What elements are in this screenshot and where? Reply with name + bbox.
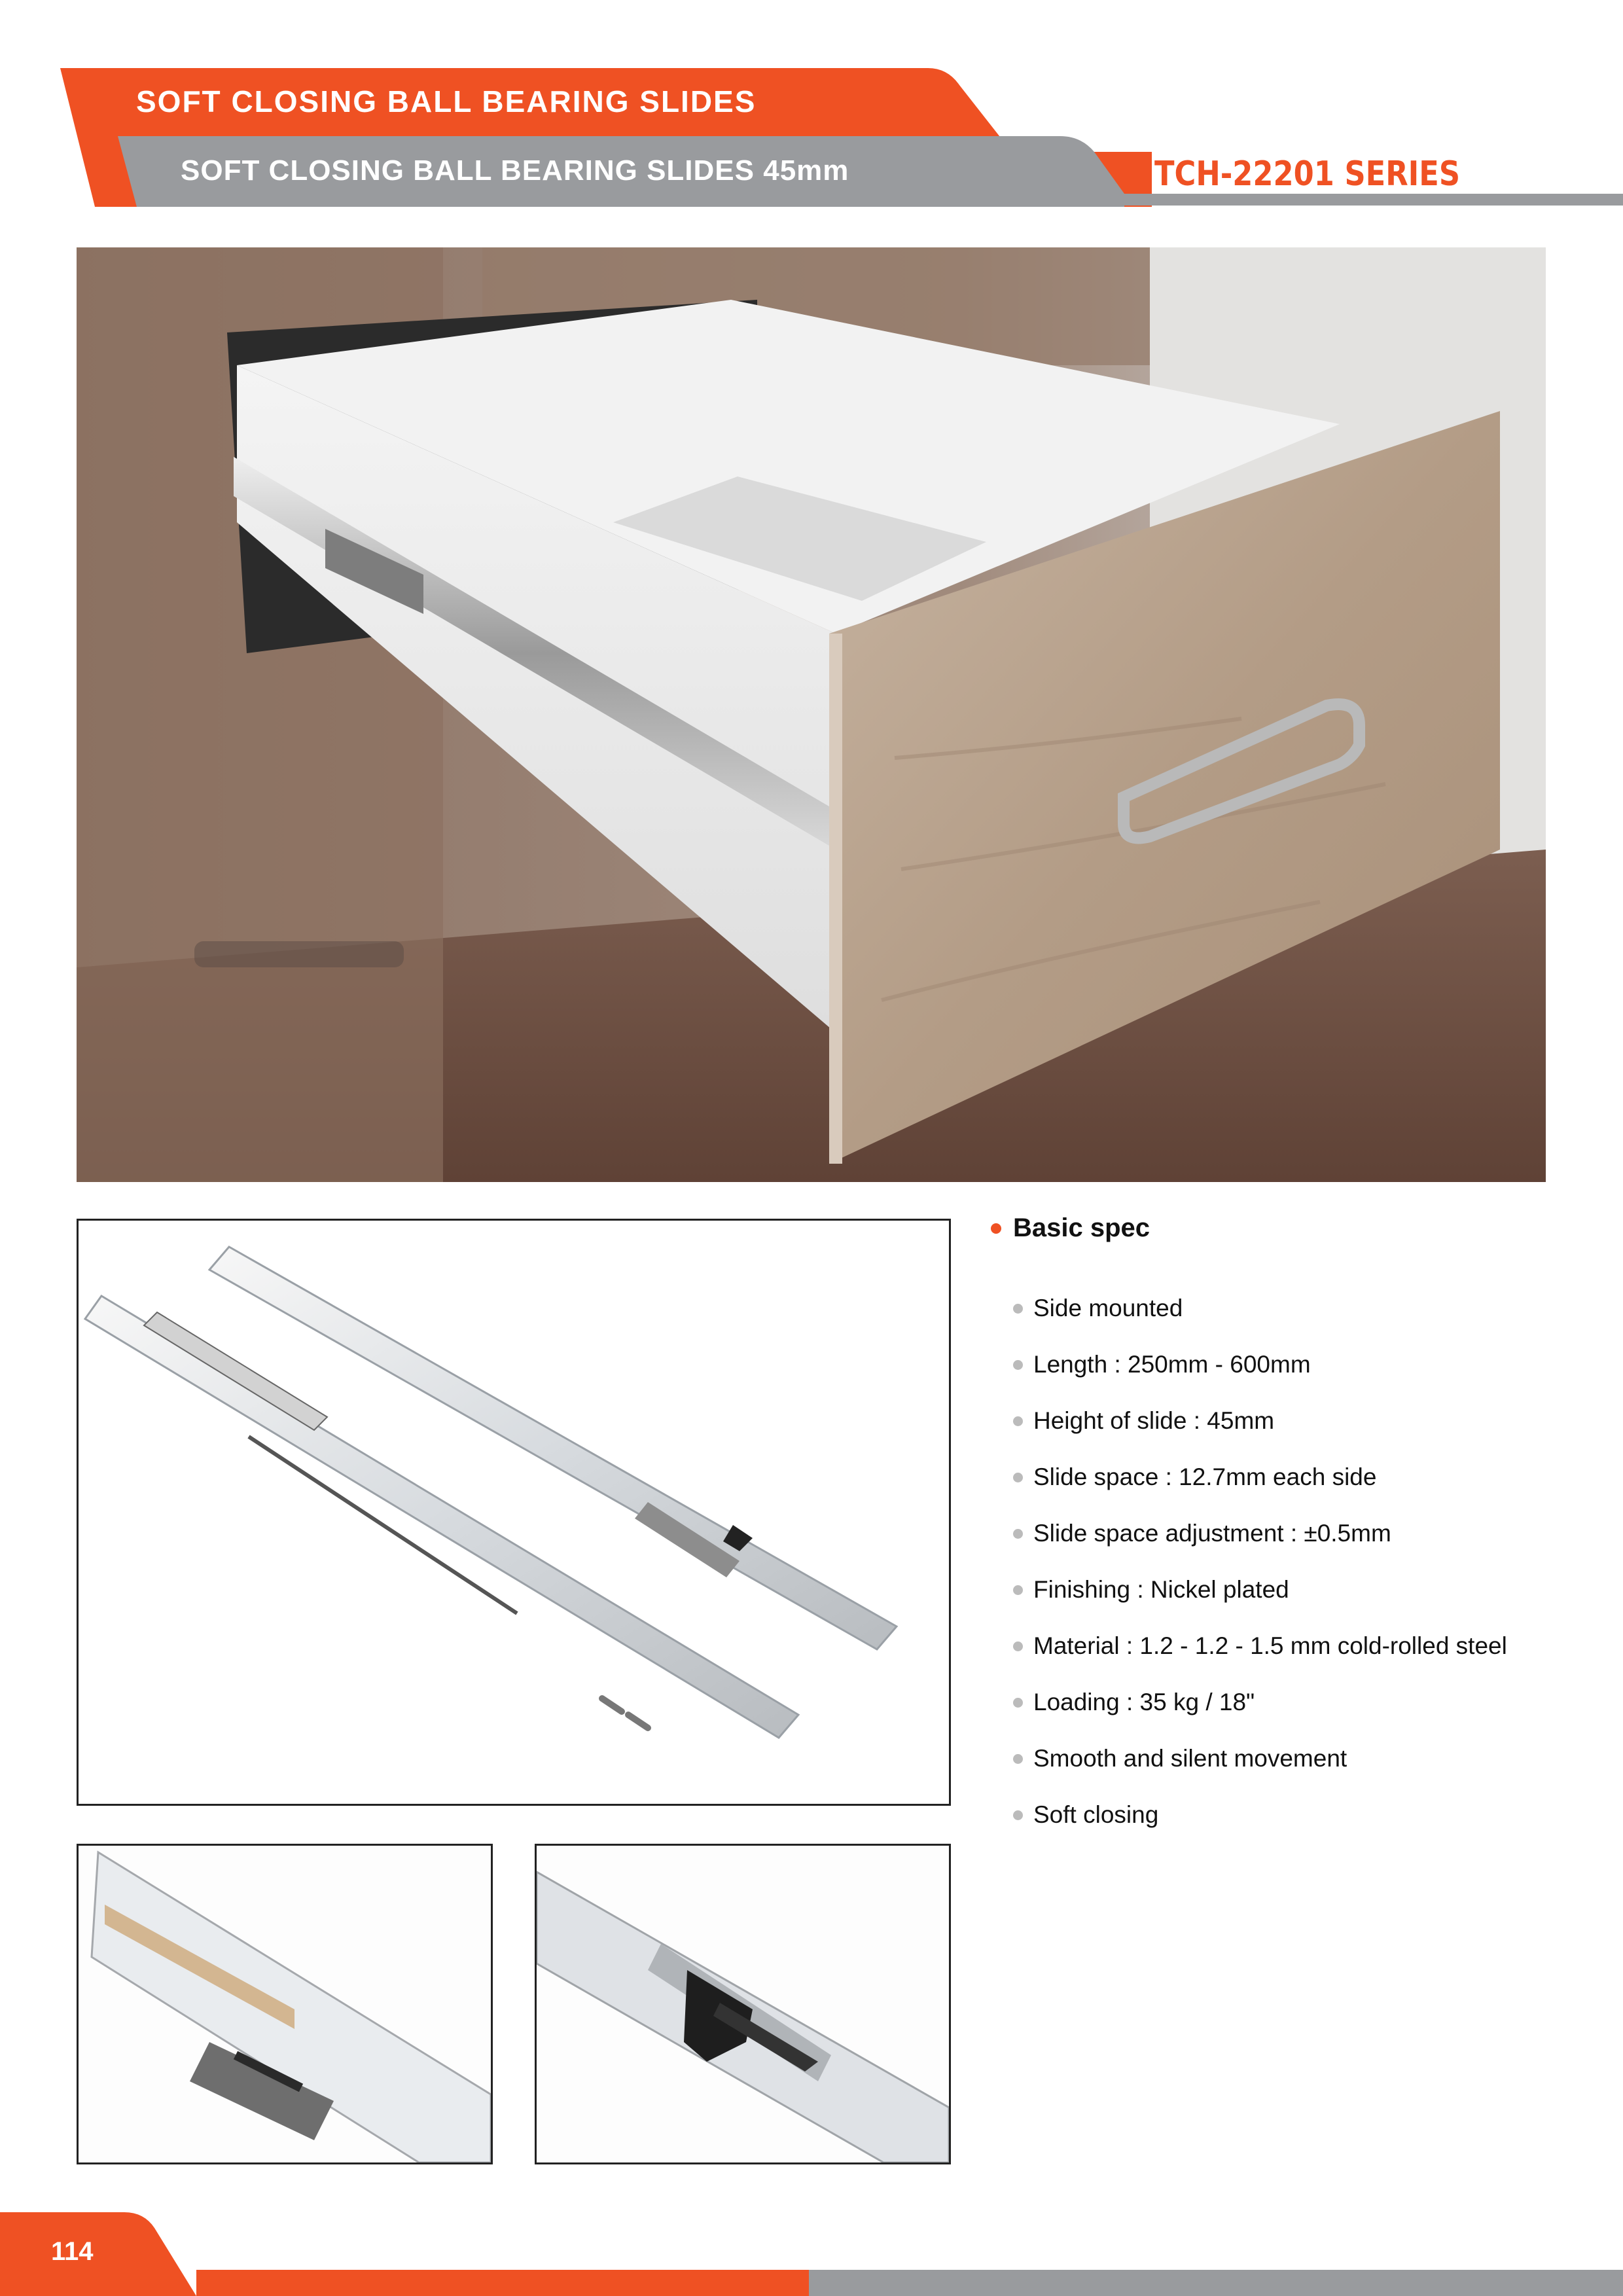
- list-item: Soft closing: [1013, 1801, 1507, 1857]
- soft-close-mechanism-image: [77, 1844, 493, 2164]
- gray-bullet-icon: [1013, 1810, 1023, 1820]
- list-item: Side mounted: [1013, 1295, 1507, 1351]
- rail-detail-image: [535, 1844, 951, 2164]
- gray-bullet-icon: [1013, 1698, 1023, 1708]
- gray-bullet-icon: [1013, 1416, 1023, 1426]
- page-number: 114: [51, 2237, 94, 2266]
- footer-bar: [0, 2206, 1623, 2296]
- gray-bullet-icon: [1013, 1360, 1023, 1370]
- header-title: SOFT CLOSING BALL BEARING SLIDES: [136, 84, 757, 118]
- spec-list: [1013, 1295, 1507, 1857]
- gray-bullet-icon: [1013, 1641, 1023, 1651]
- list-item: Loading : 35 kg / 18": [1013, 1689, 1507, 1745]
- list-item: Finishing : Nickel plated: [1013, 1576, 1507, 1632]
- list-item: Material : 1.2 - 1.2 - 1.5 mm cold-rolled steel: [1013, 1632, 1507, 1689]
- gray-bullet-icon: [1013, 1473, 1023, 1482]
- list-item: Smooth and silent movement: [1013, 1745, 1507, 1801]
- drawer-photo: [77, 247, 1546, 1182]
- gray-bullet-icon: [1013, 1585, 1023, 1595]
- list-item: Slide space adjustment : ±0.5mm: [1013, 1520, 1507, 1576]
- slides-pair-image: [77, 1219, 951, 1806]
- gray-bullet-icon: [1013, 1754, 1023, 1764]
- gray-bullet-icon: [1013, 1304, 1023, 1314]
- spec-heading: [991, 1213, 1150, 1243]
- list-item: Height of slide : 45mm: [1013, 1407, 1507, 1463]
- list-item: Length : 250mm - 600mm: [1013, 1351, 1507, 1407]
- list-item: Slide space : 12.7mm each side: [1013, 1463, 1507, 1520]
- spec-heading-text: Basic spec: [1013, 1213, 1150, 1242]
- header-subtitle: SOFT CLOSING BALL BEARING SLIDES 45mm: [181, 154, 849, 187]
- gray-bullet-icon: [1013, 1529, 1023, 1539]
- orange-bullet-icon: [991, 1223, 1001, 1234]
- series-label: TCH-22201 SERIES: [1154, 154, 1461, 194]
